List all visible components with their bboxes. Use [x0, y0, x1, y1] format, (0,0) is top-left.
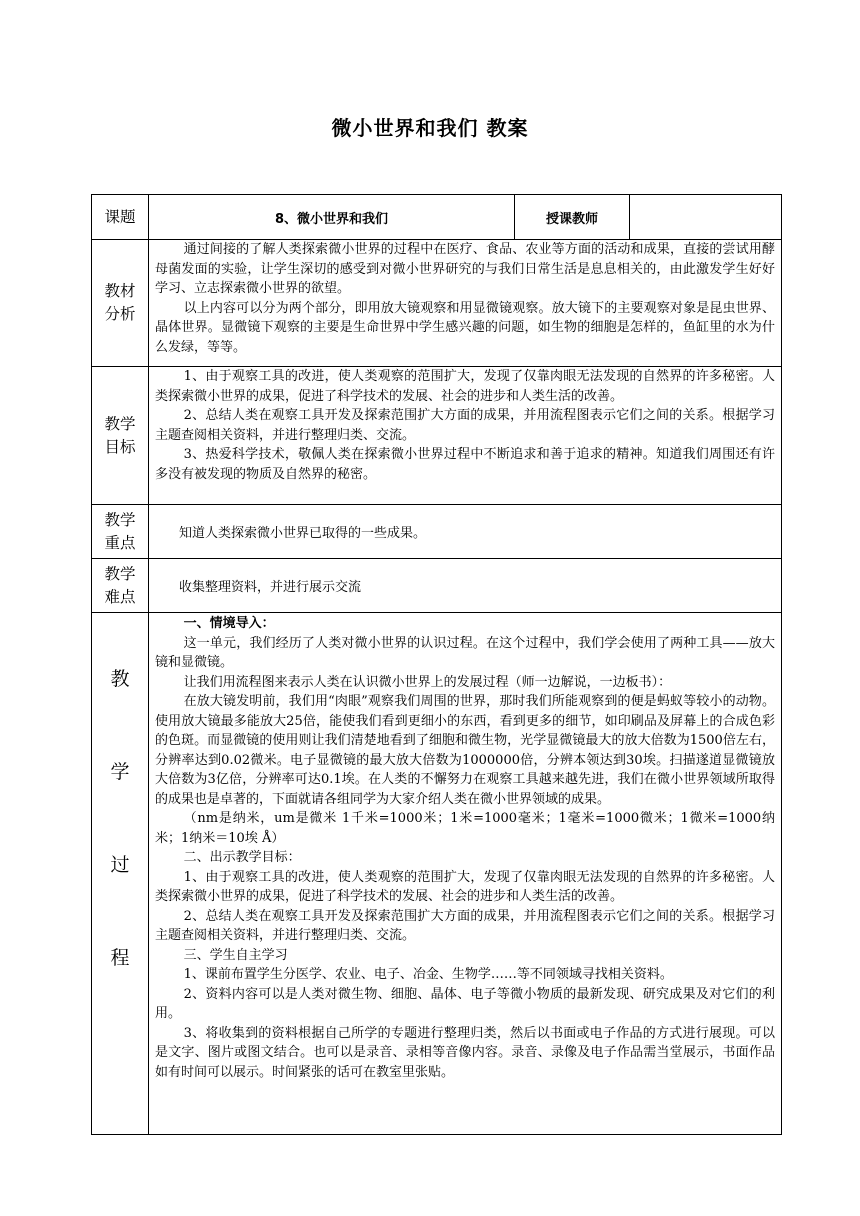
analysis-label-text: 教材分析	[104, 282, 136, 323]
process-paragraph: 让我们用流程图来表示人类在认识微小世界上的发展过程（师一边解说，一边板书）：	[183, 674, 672, 690]
process-paragraph: 在放大镜发明前，我们用“肉眼”观察我们周围的世界，那时我们所能观察到的便是蚂蚁等较小的动物。使用放大镜最多能放大25倍，能使我们看到更细小的东西，看到更多的细节，如印刷品及屏幕上的合成色彩的色斑。而显微镜的使用则让我们清楚地看到了细胞和微生物，光学显微镜最大的放大倍数为1500倍左右，分辨率达到0.02微米。电子显微镜的最大放大倍数为1000000倍，分辨本领达到30埃。扫描遂道显微镜放大倍数为3亿倍，分辨率可达0.1埃。在人类的不懈努力在观察工具越来越先进，我们在微小世界领域所取得的成果也是卓著的，下面就请各组同学为大家介绍人类在微小世界领域的成果。	[155, 694, 775, 807]
topic-label: 课题	[92, 195, 149, 240]
goals-paragraph: 3、热爱科学技术，敬佩人类在探索微小世界过程中不断追求和善于追求的精神。知道我们周围还有许多没有被发现的物质及自然界的秘密。	[155, 447, 775, 482]
process-row	[92, 613, 782, 1135]
goals-row	[92, 367, 782, 505]
key-point-label	[92, 505, 149, 559]
goals-label	[92, 367, 149, 505]
goals-paragraph: 1、由于观察工具的改进，使人类观察的范围扩大，发现了仅靠肉眼无法发现的自然界的许多秘密。人类探索微小世界的成果，促进了科学技术的发展、社会的进步和人类生活的改善。	[155, 369, 775, 404]
process-label-char: 学	[110, 761, 130, 783]
lesson-plan-table	[91, 194, 782, 1135]
process-paragraph: 1、课前布置学生分医学、农业、电子、冶金、生物学……等不同领域寻找相关资料。	[183, 967, 673, 982]
process-label-char: 过	[110, 854, 130, 876]
topic-value: 8、微小世界和我们	[149, 195, 515, 240]
key-point-row	[92, 505, 782, 559]
section-heading: 二、出示教学目标：	[183, 850, 301, 865]
difficulty-label-text: 教学难点	[104, 564, 136, 606]
analysis-paragraph: 以上内容可以分为两个部分，即用放大镜观察和用显微镜观察。放大镜下的主要观察对象是昆虫世界、晶体世界。显微镜下观察的主要是生命世界中学生感兴趣的问题，如生物的细胞是怎样的，鱼缸里的水为什么发绿，等等。	[155, 300, 775, 355]
process-paragraph: 2、资料内容可以是人类对微生物、细胞、晶体、电子等微小物质的最新发现、研究成果及对它们的利用。	[155, 986, 775, 1021]
topic-row	[92, 195, 782, 240]
process-paragraph: 这一单元，我们经历了人类对微小世界的认识过程。在这个过程中，我们学会使用了两种工具——放大镜和显微镜。	[155, 635, 775, 670]
teacher-value	[630, 195, 782, 240]
process-paragraph: （nm是纳米，um是微米 1千米=1000米；1米=1000毫米；1毫米=1000微米；1微米=1000纳米；1纳米＝10埃 Å）	[155, 811, 775, 846]
process-paragraph: 3、将收集到的资料根据自己所学的专题进行整理归类，然后以书面或电子作品的方式进行展现。可以是文字、图片或图文结合。也可以是录音、录相等音像内容。录音、录像及电子作品需当堂展示，书面作品如有时间可以展示。时间紧张的话可在教室里张贴。	[155, 1025, 775, 1080]
process-paragraph: 2、总结人类在观察工具开发及探索范围扩大方面的成果，并用流程图表示它们之间的关系。根据学习主题查阅相关资料，并进行整理归类、交流。	[155, 908, 775, 943]
analysis-row	[92, 240, 782, 367]
goals-label-text: 教学目标	[104, 414, 136, 456]
key-point-content: 知道人类探索微小世界已取得的一些成果。	[149, 505, 782, 559]
process-label	[92, 613, 149, 1135]
process-label-char: 教	[110, 668, 130, 690]
section-heading: 三、学生自主学习	[183, 947, 288, 963]
analysis-content	[149, 240, 782, 367]
difficulty-label	[92, 559, 149, 613]
goals-paragraph: 2、总结人类在观察工具开发及探索范围扩大方面的成果，并用流程图表示它们之间的关系。根据学习主题查阅相关资料，并进行整理归类、交流。	[155, 408, 775, 443]
process-paragraph: 1、由于观察工具的改进，使人类观察的范围扩大，发现了仅靠肉眼无法发现的自然界的许多秘密。人类探索微小世界的成果，促进了科学技术的发展、社会的进步和人类生活的改善。	[155, 869, 775, 904]
analysis-paragraph: 通过间接的了解人类探索微小世界的过程中在医疗、食品、农业等方面的活动和成果，直接的尝试用酵母菌发面的实验，让学生深切的感受到对微小世界研究的与我们日常生活是息息相关的，由此激发学生好好学习、立志探索微小世界的欲望。	[155, 242, 775, 296]
process-label-char: 程	[110, 947, 130, 969]
document-title: 微小世界和我们 教案	[331, 116, 529, 140]
difficulty-content: 收集整理资料，并进行展示交流	[149, 559, 782, 613]
process-content	[149, 613, 782, 1135]
section-heading: 一、情境导入：	[183, 616, 275, 631]
difficulty-row	[92, 559, 782, 613]
key-point-label-text: 教学重点	[104, 510, 136, 552]
analysis-label	[92, 240, 149, 367]
goals-content	[149, 367, 782, 505]
teacher-label: 授课教师	[515, 195, 630, 240]
